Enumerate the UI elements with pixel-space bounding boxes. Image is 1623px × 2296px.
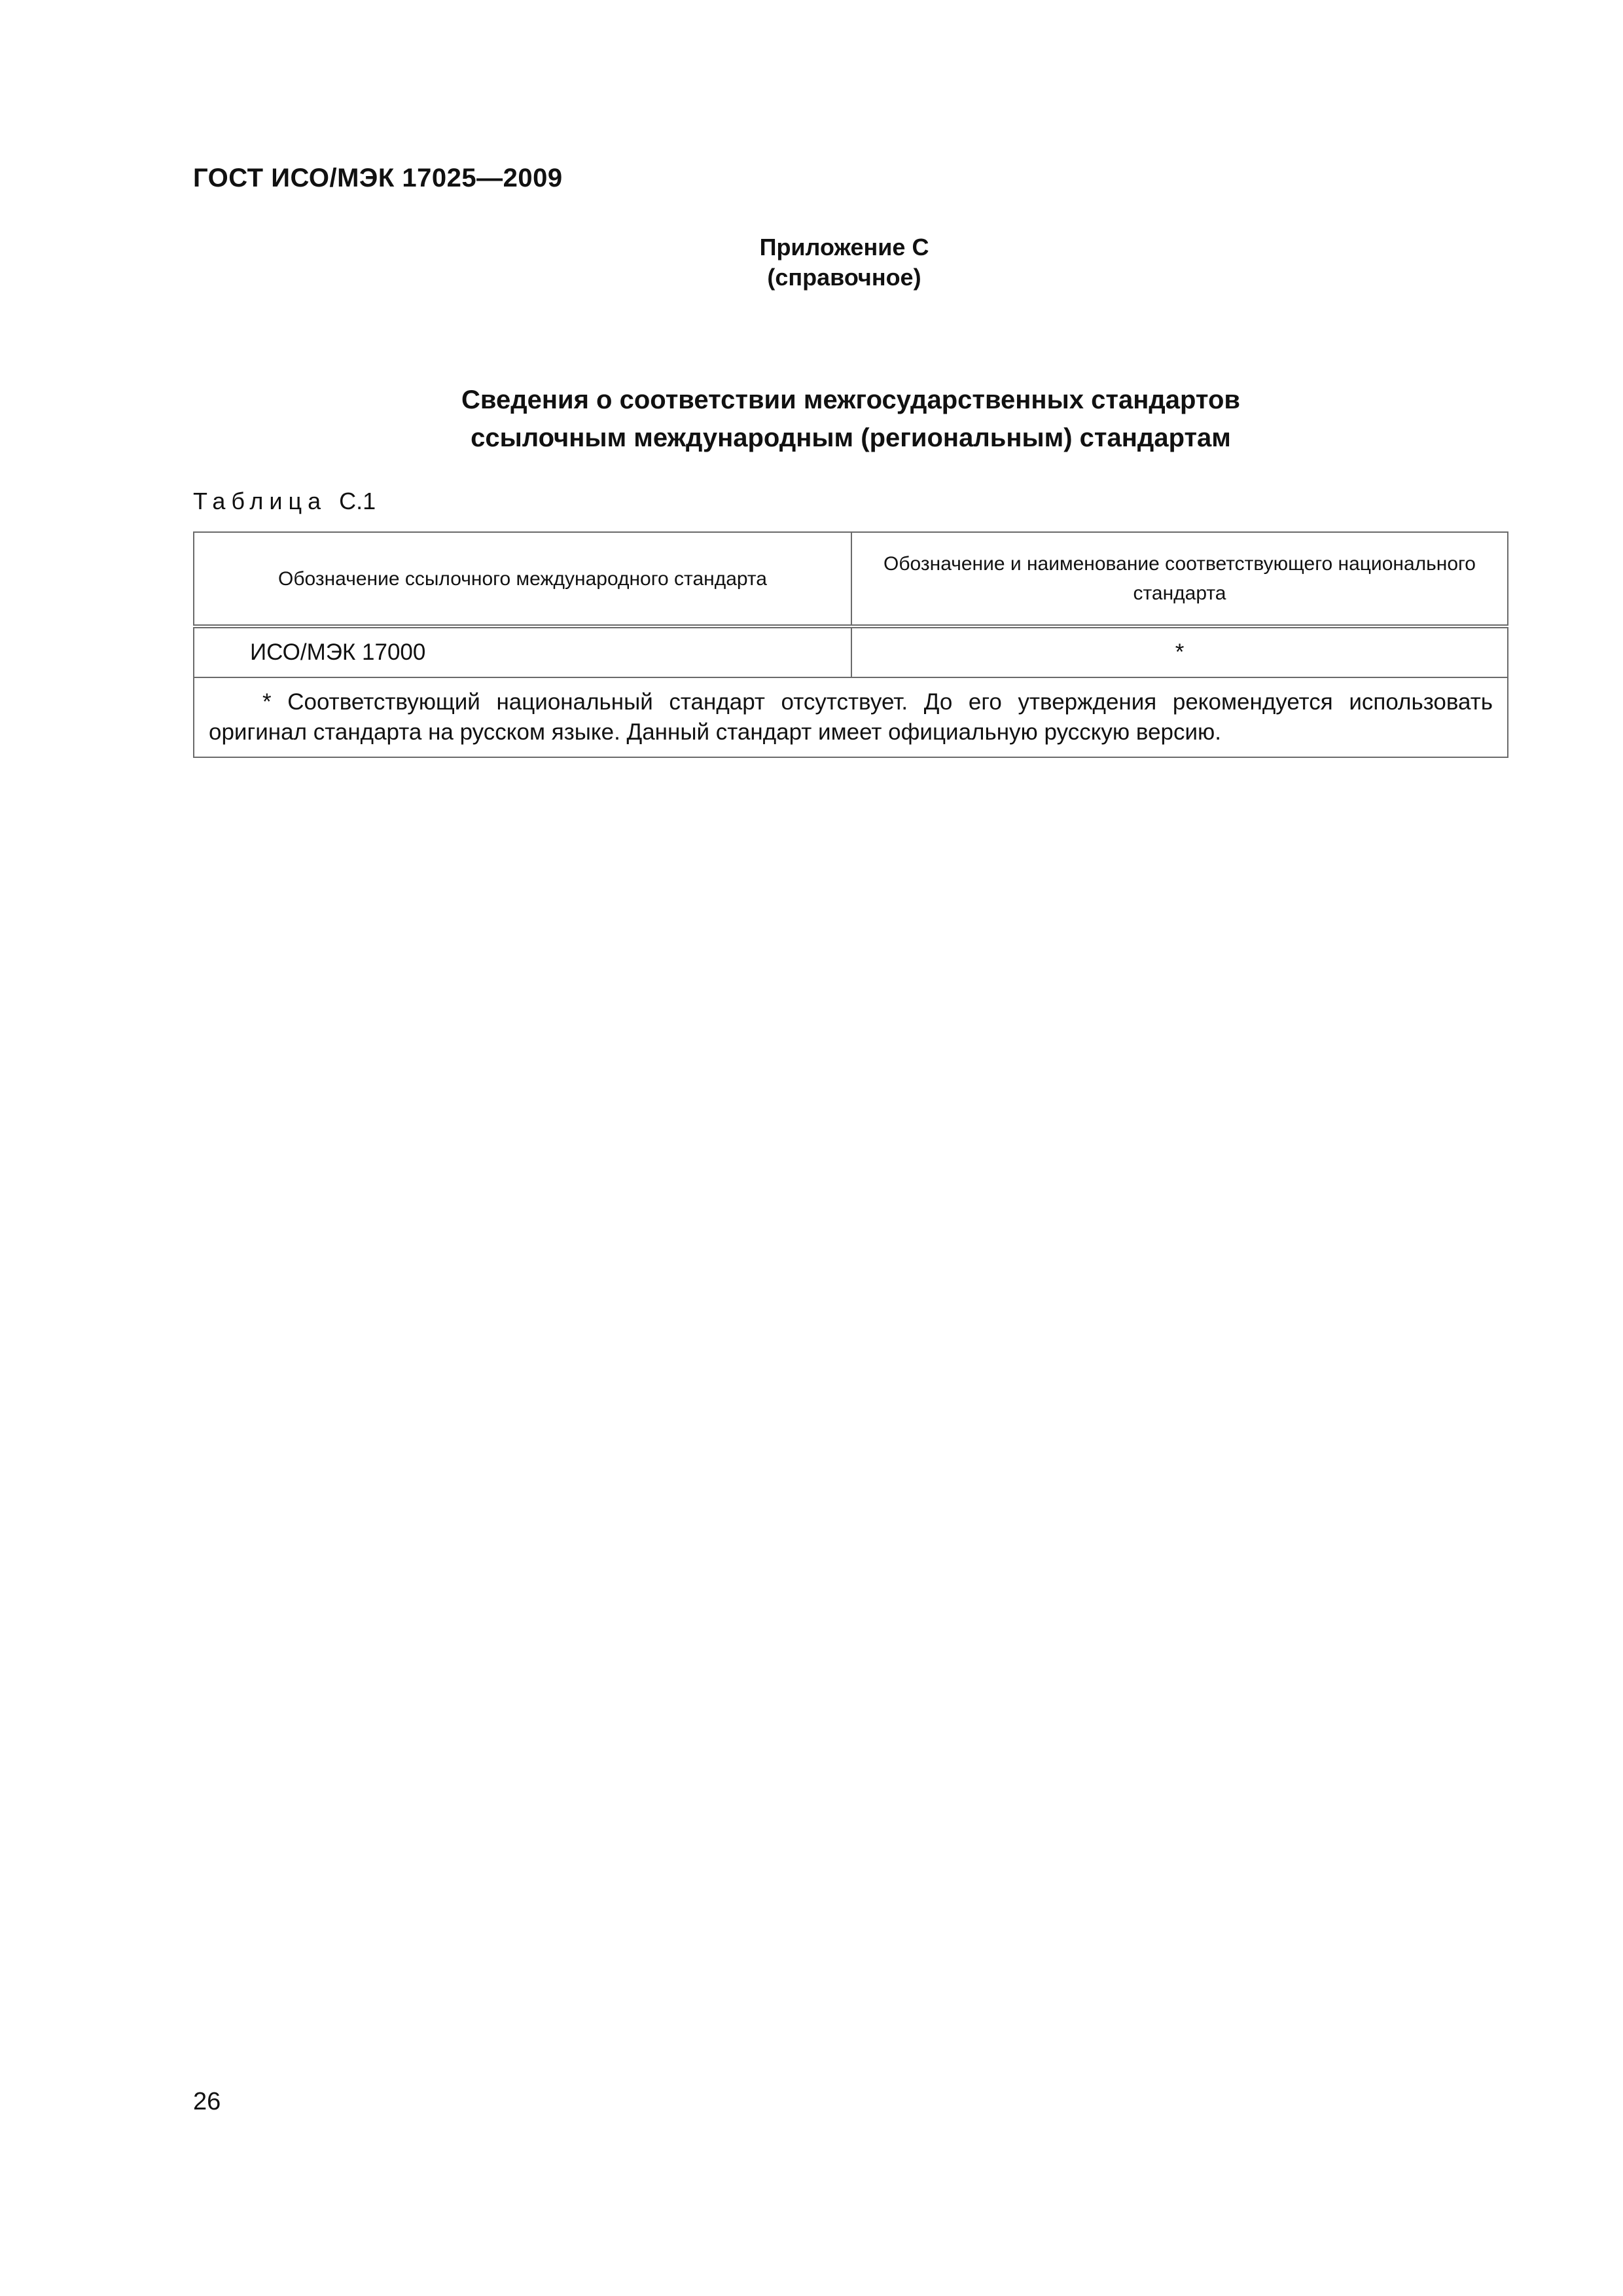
section-title-line-2: ссылочным международным (региональным) стандартам — [471, 423, 1231, 452]
annex-status: (справочное) — [767, 264, 921, 291]
table-header-row — [194, 532, 1508, 626]
column-header-national-standard: Обозначение и наименование соответствующего национального стандарта — [851, 532, 1508, 626]
table-note-row — [194, 677, 1508, 757]
standards-correspondence-table — [193, 531, 1508, 758]
annex-title: Приложение С — [759, 234, 929, 260]
table-row — [194, 626, 1508, 677]
section-title-line-1: Сведения о соответствии межгосударственных стандартов — [461, 386, 1240, 414]
document-code: ГОСТ ИСО/МЭК 17025—2009 — [193, 164, 563, 192]
cell-international-standard: ИСО/МЭК 17000 — [194, 626, 851, 677]
table-caption — [193, 488, 376, 515]
table-caption-number: С.1 — [339, 488, 376, 514]
cell-national-standard: * — [851, 626, 1508, 677]
page-number: 26 — [193, 2088, 221, 2115]
table-footnote: * Соответствующий национальный стандарт отсутствует. До его утверждения рекомендуется использовать оригинал стандарта на русском языке. Данный стандарт имеет официальную русскую версию. — [194, 677, 1508, 757]
section-title — [193, 381, 1508, 457]
column-header-international-standard: Обозначение ссылочного международного стандарта — [194, 532, 851, 626]
table-caption-label: Таблица — [193, 488, 327, 514]
annex-heading — [641, 232, 1047, 293]
